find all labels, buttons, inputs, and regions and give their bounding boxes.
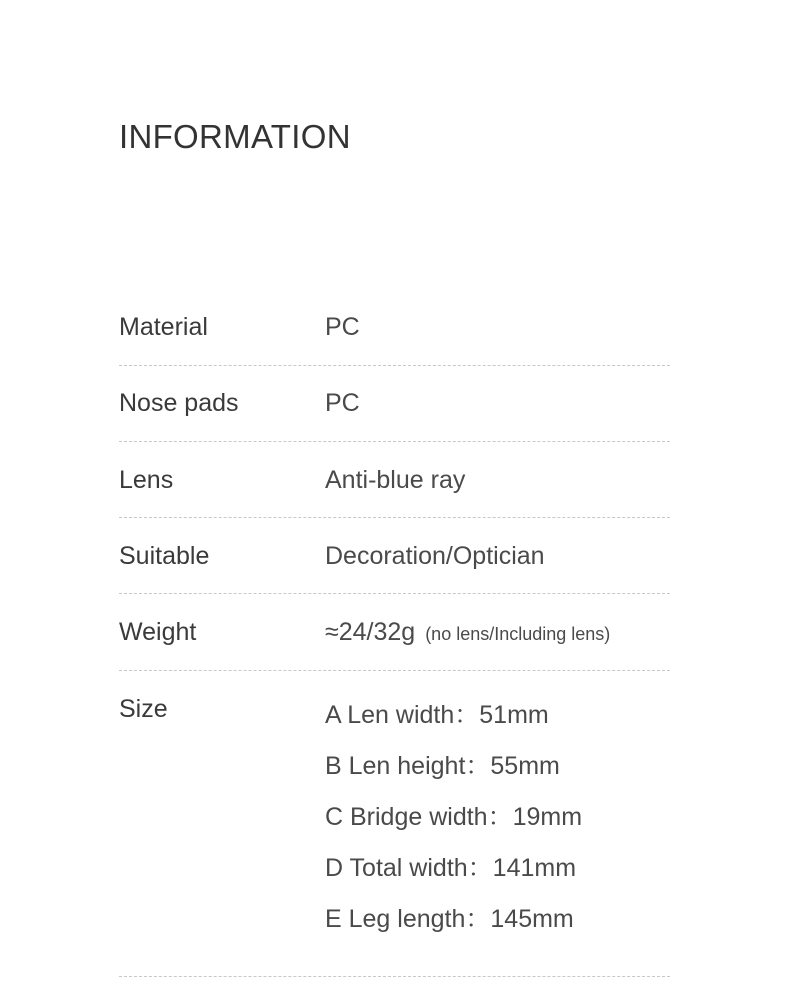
- spec-label: Nose pads: [119, 389, 239, 417]
- row-divider: [119, 517, 670, 518]
- size-line-leg-length: E Leg length：145mm: [325, 905, 574, 933]
- spec-label: Size: [119, 695, 168, 723]
- row-divider: [119, 670, 670, 671]
- weight-value: ≈24/32g: [325, 618, 416, 646]
- spec-value: [325, 618, 610, 647]
- spec-label: Suitable: [119, 542, 210, 570]
- spec-value: PC: [325, 389, 360, 417]
- row-divider: [119, 593, 670, 594]
- row-divider: [119, 441, 670, 442]
- row-divider: [119, 365, 670, 366]
- page-title: INFORMATION: [119, 118, 351, 155]
- size-line-len-width: A Len width：51mm: [325, 701, 549, 729]
- spec-label: Weight: [119, 618, 197, 646]
- spec-value: Decoration/Optician: [325, 542, 545, 570]
- spec-value: PC: [325, 313, 360, 341]
- size-line-bridge-width: C Bridge width：19mm: [325, 803, 583, 831]
- spec-label: Lens: [119, 466, 174, 494]
- row-divider: [119, 976, 670, 977]
- spec-label: Material: [119, 313, 208, 341]
- weight-note: (no lens/Including lens): [425, 624, 611, 644]
- size-line-len-height: B Len height：55mm: [325, 752, 560, 780]
- spec-value: Anti-blue ray: [325, 466, 466, 494]
- size-line-total-width: D Total width：141mm: [325, 854, 577, 882]
